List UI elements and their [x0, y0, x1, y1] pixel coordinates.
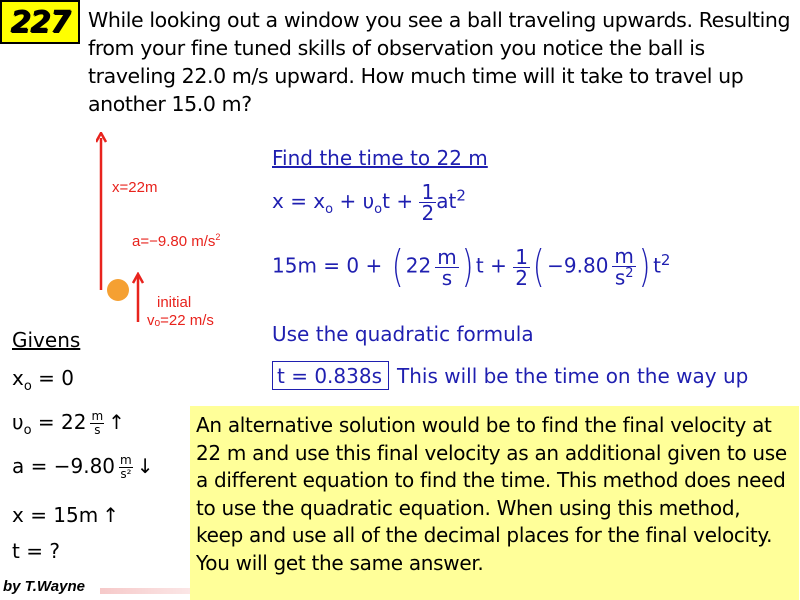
- given-initial-position: $x_o = 0$: [12, 366, 75, 394]
- substituted-equation: 15m = 0 + ( 22 $\frac{m}{s}$ ) t + $\frac{1}{2}$ ( −9.80 $\frac{m}{s^2}$ ) $t^2$: [272, 241, 671, 292]
- initial-velocity-label: vₒ=22 m/s: [147, 312, 214, 329]
- displacement-label: x=22m: [112, 179, 158, 196]
- author-byline: by T.Wayne: [3, 578, 85, 595]
- given-time: t = ?: [12, 539, 60, 563]
- problem-statement: While looking out a window you see a ball traveling upwards. Resulting from your fine tuned skills of observation you notice the ball is traveling 22.0 m/s upward. How much time will it take to travel up another 15.0 m?: [88, 8, 791, 116]
- initial-label: initial: [157, 294, 192, 311]
- problem-number-badge: 227: [0, 0, 80, 44]
- up-arrow-icon: ↑: [102, 503, 120, 527]
- find-time-heading: Find the time to 22 m: [272, 146, 488, 170]
- given-initial-velocity: $\upsilon_o = 22$ $\frac{m}{s}$ ↑: [12, 409, 125, 439]
- quadratic-formula-note: Use the quadratic formula: [272, 322, 534, 346]
- ball-icon: [107, 279, 129, 301]
- given-acceleration: a = −9.80 $\frac{m}{\text{s²}}$ ↓: [12, 453, 154, 482]
- displacement-arrow: [96, 132, 108, 292]
- motion-diagram: [96, 132, 266, 332]
- alternative-solution-note: An alternative solution would be to find the final velocity at 22 m and use this final velocity as an additional given to use a different equation to find the time. This method does need to use the quadratic equation. When using this method, keep and use all of the decimal places for the final velocity. You will get the same answer.: [190, 406, 799, 600]
- footer-bar: [100, 588, 190, 594]
- answer-note: This will be the time on the way up: [397, 364, 749, 388]
- initial-velocity-arrow: [132, 272, 144, 324]
- givens-heading: Givens: [12, 328, 81, 352]
- acceleration-label: a=−9.80 $m/s^2$: [132, 232, 221, 250]
- kinematic-equation: $x = x_o + \upsilon_ot$ + $\frac{1}{2}$ $at^2$: [272, 180, 466, 225]
- up-arrow-icon: ↑: [108, 410, 125, 435]
- given-displacement: x = 15m ↑: [12, 503, 120, 527]
- down-arrow-icon: ↓: [136, 454, 154, 479]
- answer-box: t = 0.838s: [272, 361, 389, 390]
